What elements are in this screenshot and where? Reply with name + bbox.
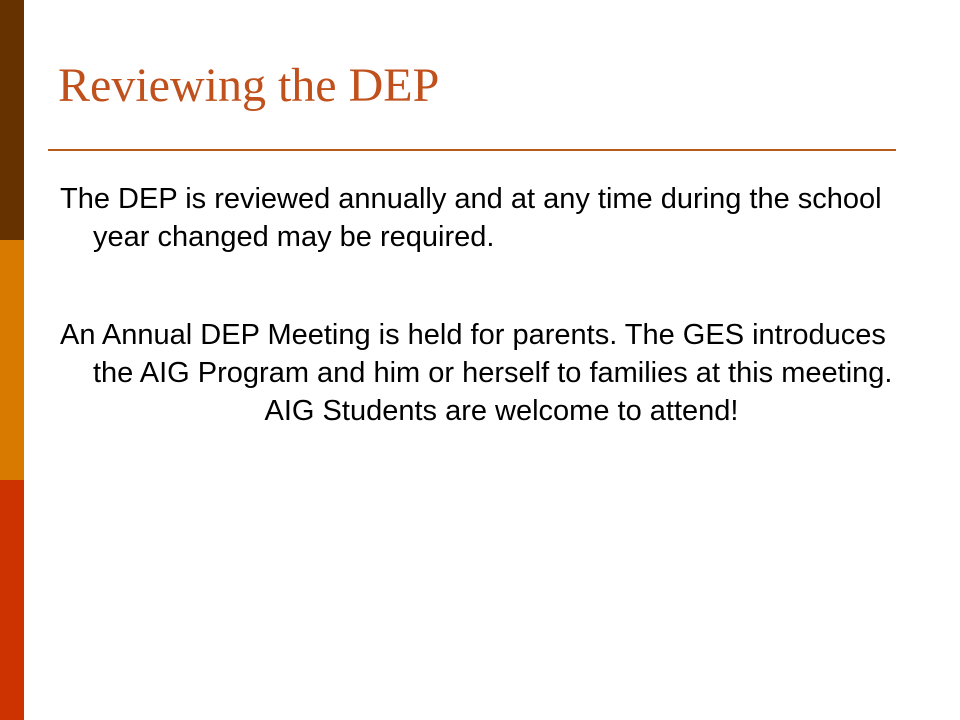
slide-body [60,180,910,430]
accent-bar-bottom [0,480,24,720]
accent-bar-middle [0,240,24,480]
title-divider [48,149,896,151]
accent-bar-top [0,0,24,240]
closing-invitation: AIG Students are welcome to attend! [264,395,739,427]
slide-title: Reviewing the DEP [58,59,440,112]
paragraph-annual-meeting: An Annual DEP Meeting is held for parents. The GES introduces the AIG Program and him or herself to families at this meeting. [60,319,893,389]
paragraph-review-schedule: The DEP is reviewed annually and at any time during the school year changed may be required. [60,183,882,253]
